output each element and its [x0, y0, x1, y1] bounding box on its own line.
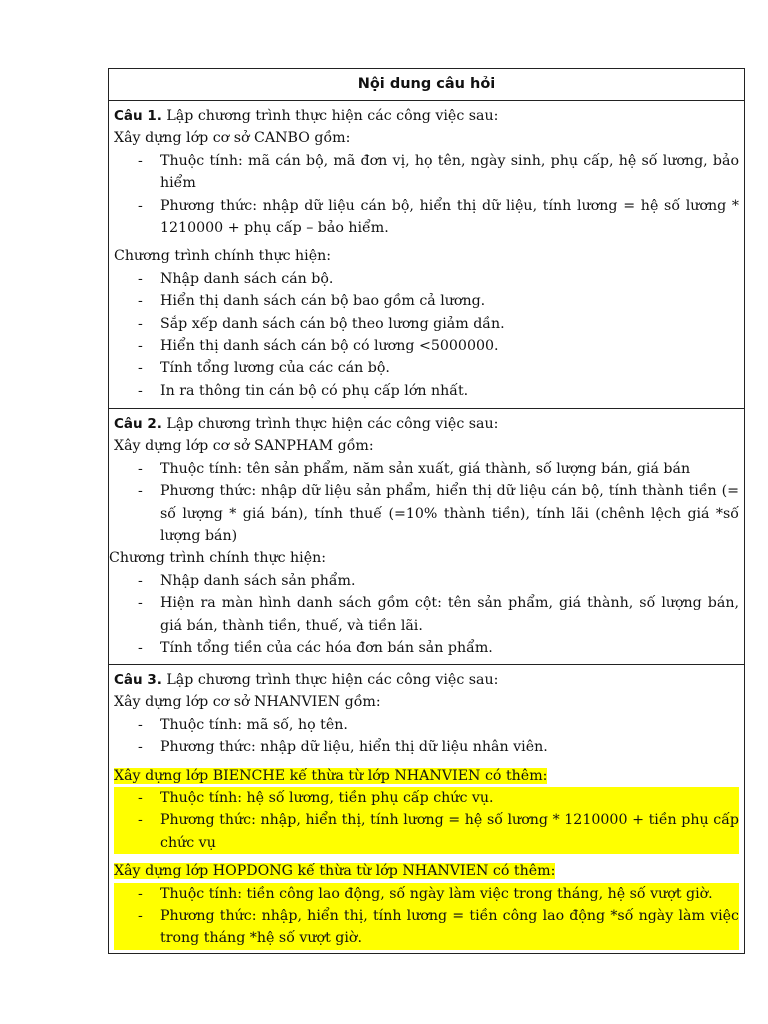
question-table	[108, 68, 745, 954]
list-item: - Tính tổng tiền của các hóa đơn bán sản phẩm.	[114, 637, 739, 659]
question-label: Câu 2.	[114, 416, 162, 432]
class-items	[114, 458, 739, 548]
table-header: Nội dung câu hỏi	[109, 69, 745, 101]
question-intro: Lập chương trình thực hiện các công việc sau:	[166, 108, 499, 124]
list-item: - Phương thức: nhập dữ liệu sản phẩm, hiển thị dữ liệu cán bộ, tính thành tiền (= số lượng * giá bán), tính thuế (=10% thành tiền), tính lãi (chênh lệch giá *số lượng bán)	[114, 480, 739, 547]
list-item: - Phương thức: nhập dữ liệu cán bộ, hiển thị dữ liệu, tính lương = hệ số lương * 1210000 + phụ cấp – bảo hiểm.	[114, 195, 739, 240]
list-item: - Thuộc tính: hệ số lương, tiền phụ cấp chức vụ.	[114, 787, 739, 809]
question-cell-3	[109, 665, 745, 954]
subclass-items-bienche	[114, 787, 739, 854]
list-item: - Phương thức: nhập dữ liệu, hiển thị dữ liệu nhân viên.	[114, 736, 739, 758]
main-items	[114, 268, 739, 402]
list-item: - Phương thức: nhập, hiển thị, tính lương = tiền công lao động *số ngày làm việc trong tháng *hệ số vượt giờ.	[114, 905, 739, 950]
subclass-items-hopdong	[114, 883, 739, 950]
question-title	[114, 413, 739, 435]
class-items	[114, 714, 739, 759]
list-item: - Hiển thị danh sách cán bộ có lương <5000000.	[114, 335, 739, 357]
main-heading: Chương trình chính thực hiện:	[114, 248, 332, 265]
list-item: - Thuộc tính: tên sản phẩm, năm sản xuất, giá thành, số lượng bán, giá bán	[114, 458, 739, 480]
question-intro: Lập chương trình thực hiện các công việc sau:	[166, 672, 499, 688]
subclass-heading-bienche	[114, 765, 739, 787]
question-cell-1	[109, 101, 745, 409]
class-heading: Xây dựng lớp cơ sở CANBO gồm:	[114, 130, 351, 147]
list-item: - Thuộc tính: mã số, họ tên.	[114, 714, 739, 736]
class-heading: Xây dựng lớp cơ sở SANPHAM gồm:	[114, 438, 374, 455]
list-item: - Hiển thị danh sách cán bộ bao gồm cả lương.	[114, 290, 739, 312]
question-row-1	[109, 101, 745, 409]
question-cell-2	[109, 409, 745, 665]
question-label: Câu 1.	[114, 108, 162, 124]
main-items	[114, 570, 739, 660]
question-label: Câu 3.	[114, 672, 162, 688]
list-item: - Tính tổng lương của các cán bộ.	[114, 357, 739, 379]
question-title	[114, 669, 739, 691]
list-item: - Thuộc tính: mã cán bộ, mã đơn vị, họ tên, ngày sinh, phụ cấp, hệ số lương, bảo hiểm	[114, 150, 739, 195]
main-heading: Chương trình chính thực hiện:	[109, 550, 327, 567]
list-item: - Thuộc tính: tiền công lao động, số ngày làm việc trong tháng, hệ số vượt giờ.	[114, 883, 739, 905]
highlighted-text: Xây dựng lớp BIENCHE kế thừa từ lớp NHANVIEN có thêm:	[114, 767, 548, 784]
question-row-3	[109, 665, 745, 954]
highlighted-text: Xây dựng lớp HOPDONG kế thừa từ lớp NHANVIEN có thêm:	[114, 863, 556, 880]
list-item: - In ra thông tin cán bộ có phụ cấp lớn nhất.	[114, 380, 739, 402]
list-item: - Phương thức: nhập, hiển thị, tính lương = hệ số lương * 1210000 + tiền phụ cấp chức vụ	[114, 809, 739, 854]
table-header-row	[109, 69, 745, 101]
list-item: - Nhập danh sách cán bộ.	[114, 268, 739, 290]
class-items	[114, 150, 739, 240]
class-heading: Xây dựng lớp cơ sở NHANVIEN gồm:	[114, 694, 381, 711]
list-item: - Nhập danh sách sản phẩm.	[114, 570, 739, 592]
subclass-heading-hopdong	[114, 860, 739, 882]
list-item: - Hiện ra màn hình danh sách gồm cột: tên sản phẩm, giá thành, số lượng bán, giá bán, thành tiền, thuế, và tiền lãi.	[114, 592, 739, 637]
list-item: - Sắp xếp danh sách cán bộ theo lương giảm dần.	[114, 313, 739, 335]
question-title	[114, 105, 739, 127]
question-row-2	[109, 409, 745, 665]
question-intro: Lập chương trình thực hiện các công việc sau:	[166, 416, 499, 432]
